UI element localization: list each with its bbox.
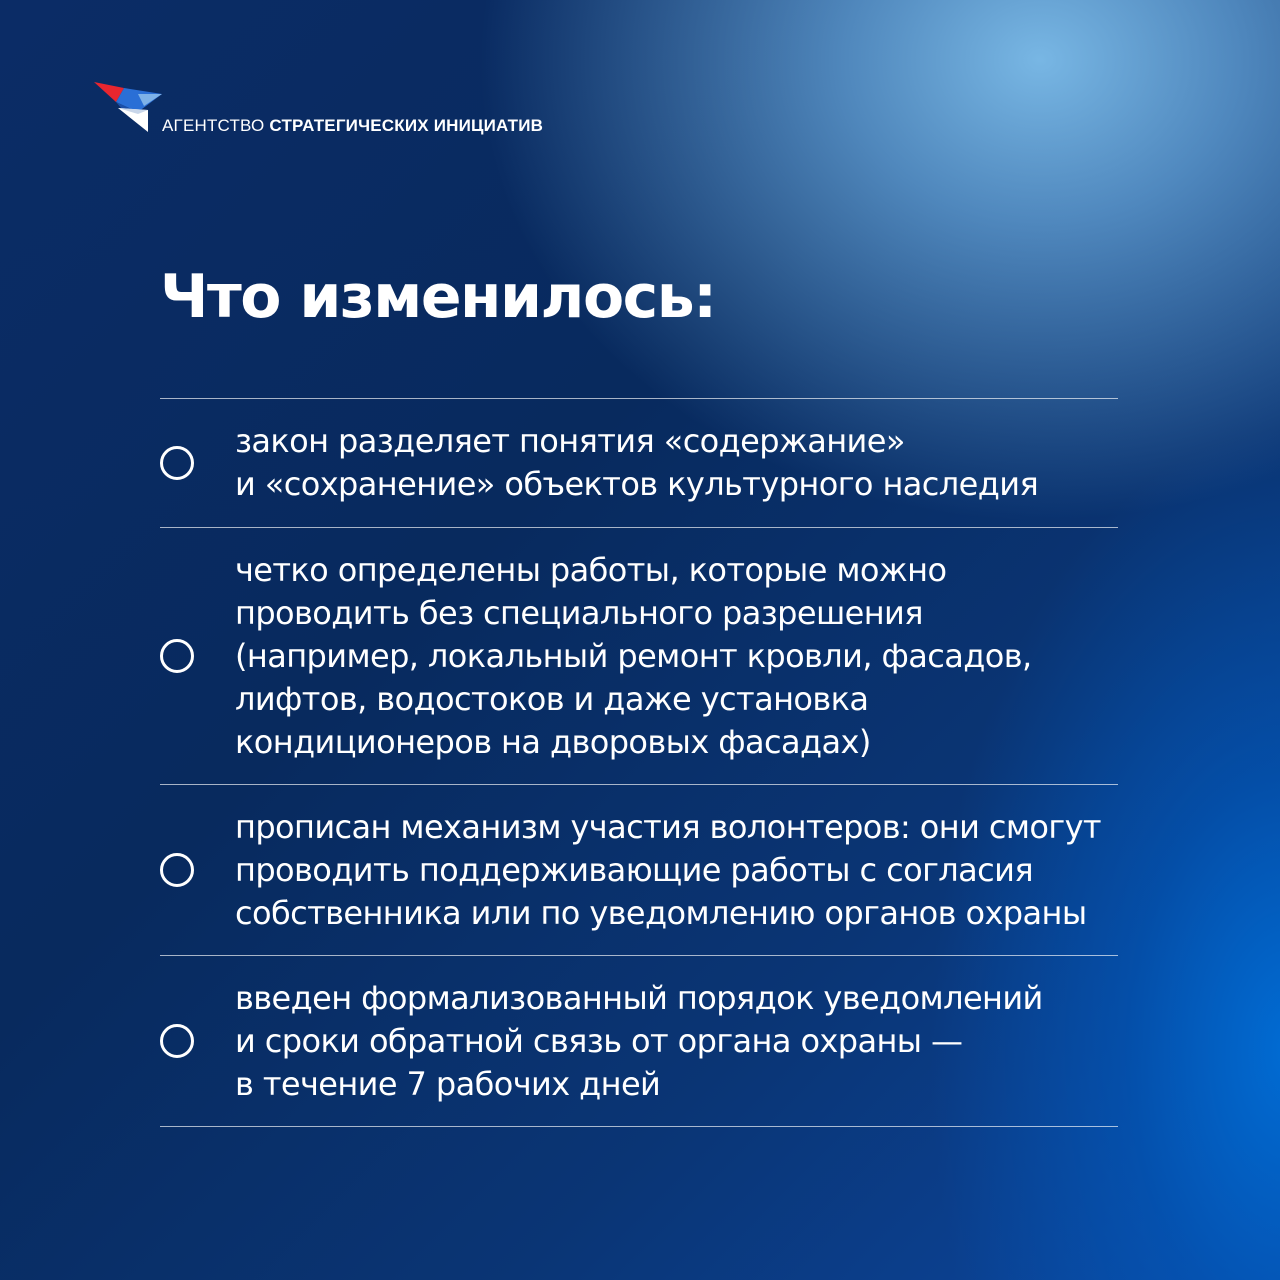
changes-list [160,398,1118,1127]
list-item [160,956,1118,1127]
text-line: собственника или по уведомлению органов охраны [235,893,1087,932]
text-line: проводить без специального разрешения [235,593,923,632]
agency-arrow-logo-icon [94,80,162,132]
text-line: лифтов, водостоков и даже установка [235,679,869,718]
text-line: проводить поддерживающие работы с согласия [235,850,1033,889]
text-line: в течение 7 рабочих дней [235,1064,661,1103]
text-line: (например, локальный ремонт кровли, фасадов, [235,636,1032,675]
text-line: закон разделяет понятия «содержание» [235,422,905,460]
text-line: и сроки обратной связь от органа охраны — [235,1021,963,1060]
text-line: и «сохранение» объектов культурного наследия [235,465,1039,503]
text-line: введен формализованный порядок уведомлений [235,978,1043,1017]
text-line: четко определены работы, которые можно [235,550,947,589]
circle-outline-icon [160,1024,194,1058]
list-item-text [235,977,1043,1106]
text-line: кондиционеров на дворовых фасадах) [235,722,871,761]
list-item [160,528,1118,785]
list-item-text [235,806,1101,935]
list-item-text [235,420,1038,506]
text-line: прописан механизм участия волонтеров: они смогут [235,807,1101,846]
list-item-text [235,549,1032,764]
list-item [160,399,1118,528]
list-item [160,785,1118,956]
circle-outline-icon [160,446,194,480]
circle-outline-icon [160,853,194,887]
brand-name [162,116,543,136]
circle-outline-icon [160,639,194,673]
brand-name-bold: СТРАТЕГИЧЕСКИХ ИНИЦИАТИВ [269,116,544,135]
brand-name-light: АГЕНТСТВО [162,116,265,135]
page-title: Что изменилось: [160,262,716,332]
